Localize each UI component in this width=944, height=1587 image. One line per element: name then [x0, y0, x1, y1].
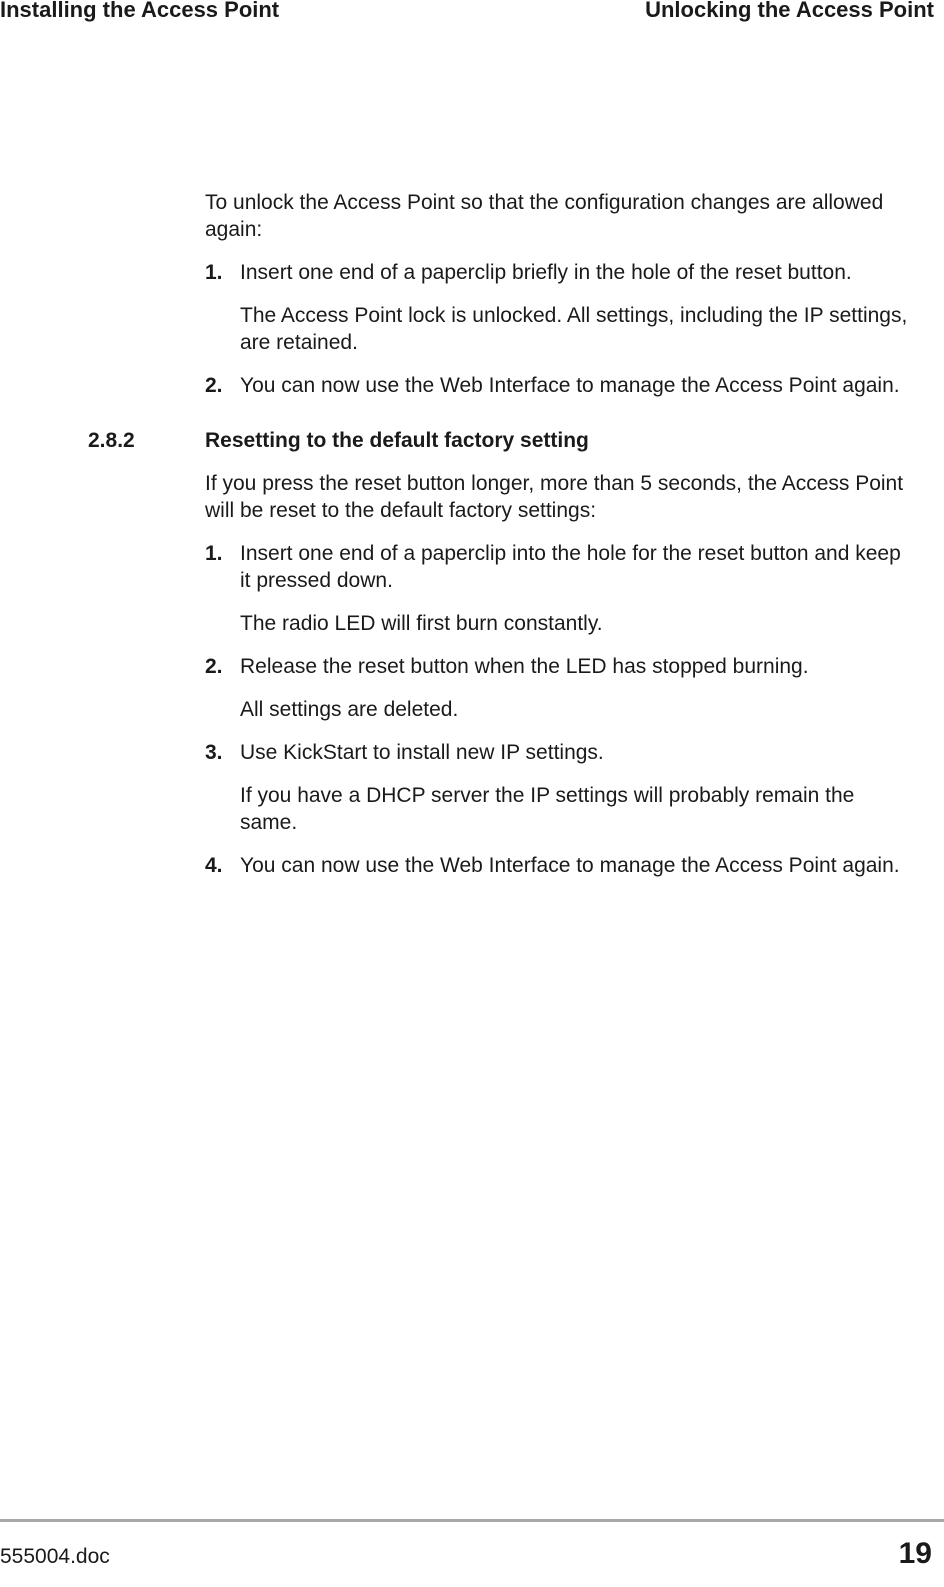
- step-text: You can now use the Web Interface to manage the Access Point again.: [240, 854, 900, 877]
- reset-step-2-note: All settings are deleted.: [240, 698, 459, 721]
- step-number: 2.: [205, 655, 223, 678]
- step-number: 3.: [205, 741, 223, 764]
- reset-step-3-note: If you have a DHCP server the IP settings will probably remain the same.: [240, 784, 855, 834]
- step-text: You can now use the Web Interface to manage the Access Point again.: [240, 374, 900, 397]
- step-number: 4.: [205, 854, 223, 877]
- step-number: 2.: [205, 374, 223, 397]
- step-text: Use KickStart to install new IP settings.: [240, 741, 604, 764]
- unlock-step-2: [205, 372, 915, 399]
- section-heading: [88, 427, 915, 454]
- reset-step-3: [205, 739, 915, 766]
- page-number: 19: [898, 1537, 932, 1570]
- footer-divider: [0, 1519, 944, 1522]
- unlock-step-1-note: The Access Point lock is unlocked. All settings, including the IP settings, are retained.: [240, 304, 908, 354]
- section-title: Resetting to the default factory setting: [205, 429, 589, 452]
- reset-intro: If you press the reset button longer, more than 5 seconds, the Access Point will be reset to the default factory settings:: [205, 472, 904, 522]
- step-text: Insert one end of a paperclip briefly in the hole of the reset button.: [240, 261, 852, 284]
- footer-document-id: 555004.doc: [0, 1545, 110, 1568]
- section-number: 2.8.2: [88, 429, 135, 452]
- reset-step-2: [205, 653, 915, 680]
- step-number: 1.: [205, 261, 223, 284]
- reset-step-1: [205, 540, 915, 594]
- running-header-chapter: Installing the Access Point: [0, 0, 280, 22]
- running-header-section: Unlocking the Access Point: [645, 0, 934, 22]
- reset-step-4: [205, 852, 915, 879]
- step-number: 1.: [205, 542, 223, 565]
- page-body: [88, 189, 915, 895]
- unlock-step-1: [205, 259, 915, 286]
- step-text: Release the reset button when the LED has stopped burning.: [240, 655, 809, 678]
- unlock-intro: To unlock the Access Point so that the configuration changes are allowed again:: [205, 191, 884, 241]
- step-text: Insert one end of a paperclip into the hole for the reset button and keep it pressed down.: [240, 542, 901, 592]
- reset-step-1-note: The radio LED will first burn constantly.: [240, 612, 603, 635]
